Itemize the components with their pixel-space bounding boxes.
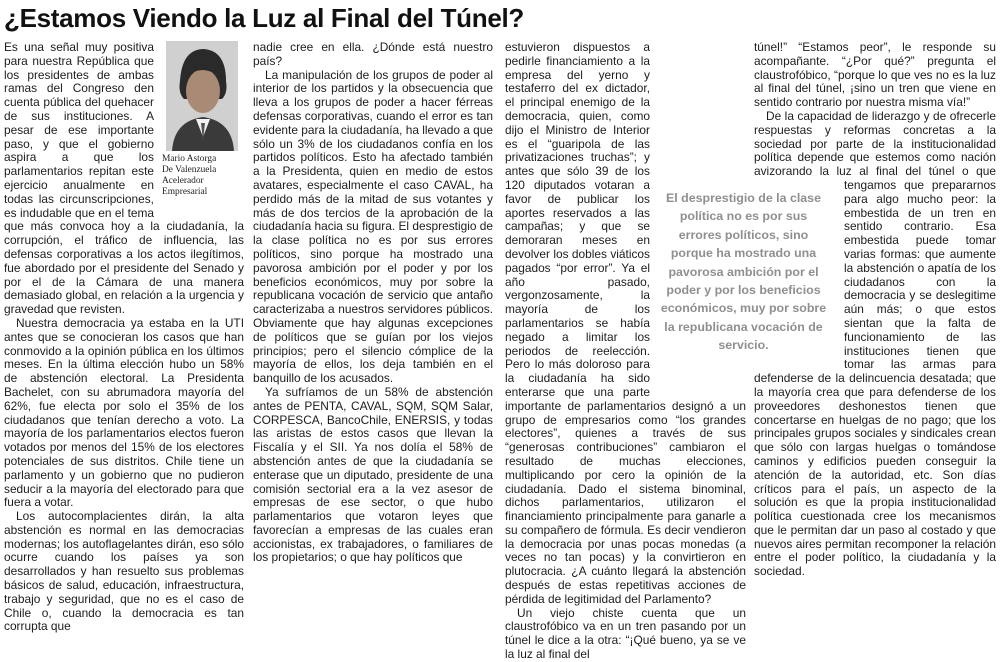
author-photo (166, 41, 238, 151)
paragraph: túnel!” “Estamos peor”, le responde su acompañante. “¿Por qué?” pregunta el claustrofóbico, “porque lo que ves no es la luz al final del túnel, ¡sino un tren que viene en sentido contrario por nuestra misma vía!” (754, 40, 996, 110)
author-photo-block (162, 41, 244, 211)
article-headline: ¿Estamos Viendo la Luz al Final del Túnel? (4, 3, 525, 33)
pull-quote: El desprestigio de la clase política no es por sus errores políticos, sino porque ha mostrado una pavorosa ambición por el poder y por los beneficios económicos, muy por sobre la republicana vocación de servicio. (660, 191, 827, 353)
author-caption-line: Mario Astorga (162, 154, 217, 164)
article-column-1 (4, 41, 244, 634)
author-caption-line: Acelerador (162, 176, 204, 186)
paragraph: nadie cree en ella. ¿Dónde está nuestro país? (253, 40, 493, 68)
author-portrait-icon (166, 41, 238, 151)
paragraph: De la capacidad de liderazgo y de ofrecerle respuestas y reformas concretas a la sociedad por parte de la institucionalidad política depende que estemos como nación avizorando la luz al final del túnel o que tengamos que prepararnos para algo mucho peor: la embestida de un tren en sentido contrario. Esa embestida puede tomar varias formas: que aumente la abstención o apatía de los ciudadanos con la democracia y se deslegitime aún más; o que estos sientan que la falta de funcionamiento de las instituciones tienen que tomar las armas para defenderse de la delincuencia desatada; que la mayoría crea que para defenderse de los proveedores deshonestos tienen que concertarse en huelgas de no pago; que los principales grupos sociales y sindicales crean que sólo con largas huelgas o tomándose caminos y edificios pueden conseguir la atención de la autoridad, etc. Son días críticos para el país, un aspecto de la solución es que la propia institucionalidad política cuestionada cree los mecanismos que le permitan dar un paso al costado y que nuevos aires permitan recomponer la relación entre el poder político, la ciudadanía y la sociedad. (754, 108, 996, 579)
paragraph: Un viejo chiste cuenta que un claustrofóbico va en un tren pasando por un túnel le dice a la otra: “¡Qué bueno, ya se ve la luz al final del (505, 605, 746, 662)
article-column-2 (253, 41, 493, 565)
paragraph: Ya sufríamos de un 58% de abstención antes de PENTA, CAVAL, SQM, SQM Salar, CORPESCA, BancoChile, ENERSIS, y todas las aristas de estos casos que llevan la Fiscalía y el SII. Ya nos dolía el 58% de abstención antes de que la ciudadanía se enterase que un diputado, presidente de una comisión sectorial era a la vez asesor de empresas de ese sector, o que hubo parlamentarios que votaron leyes que favorecían a empresas de las cuales eran accionistas, ex trabajadores, o familiares de los propietarios; o que hay políticos que (253, 384, 493, 565)
author-caption-line: De Valenzuela (162, 165, 217, 175)
paragraph: Los autocomplacientes dirán, la alta abstención es normal en las democracias modernas; los autoflagelantes dirán, eso sólo ocurre cuando los países ya son desarrollados y han resuelto sus problemas básicos de salud, educación, infraestructura, trabajo y seguridad, que no es el caso de Chile o, cuando la democracia es tan corrupta que (4, 509, 244, 634)
author-caption (162, 154, 244, 198)
paragraph: Nuestra democracia ya estaba en la UTI antes que se conocieran los casos que han conmovido a la opinión pública en los últimos meses. En la última elección hubo un 58% de abstención electoral. La Presidenta Bachelet, con su abrumadora mayoría del 62%, fue electa por solo el 35% de los ciudadanos que tenían derecho a voto. La mayoría de los parlamentarios electos fueron votados por menos del 15% de los electores potenciales de sus distritos. Chile tiene un parlamento y un gobierno que no pudieron seducir a la mayoría del electorado para que fuera a votar. (4, 315, 244, 510)
author-caption-line: Empresarial (162, 187, 208, 197)
paragraph: estuvieron dispuestos a pedirle financiamiento a la empresa del yerno y testaferro del ex dictador, el principal enemigo de la democracia, quien, como dijo el Ministro de Interior es el “guaripola de las privatizaciones truchas”; y antes que sólo 39 de los 120 diputados votaran a favor de publicar los aportes reservados a las campañas; y que se demoraran meses en devolver los dobles viáticos pagados “por error”. Ya el año pasado, vergonzosamente, la mayoría de los parlamentarios se había negado a limitar los periodos de reelección. Pero lo más doloroso para la ciudadanía ha sido enterarse que una parte importante de parlamentarios designó a un grupo de empresarios como “los grandes electores”, quienes a través de sus “generosas contribuciones” cambiaron el resultado de muchas elecciones, multiplicando por cero la opinión de la ciudadanía. Dado el sistema binominal, dichos parlamentarios, utilizaron el financiamiento principalmente para ganarle a su compañero de fórmula. Es decir vendieron la democracia por unas pocas monedas (a veces no tan pocas) y la convirtieron en plutocracia. ¿A cuánto llegará la abstención después de estas repetitivas acciones de pérdida de legitimidad del Parlamento? (505, 40, 746, 606)
paragraph: La manipulación de los grupos de poder al interior de los partidos y la obsecuencia que lleva a los grupos de poder a hacer férreas defensas corporativas, cuando el error es tan evidente para la ciudadanía, ha llevado a que sólo un 3% de los ciudadanos confía en los partidos políticos. Esto ha afectado también a la Presidenta, quien en medio de estos avatares, especialmente el caso CAVAL, ha perdido más de la mitad de sus votantes y más de dos tercios de la aprobación de la ciudadanía hacia su figura. El desprestigio de la clase política no es por sus errores políticos, sino porque ha mostrado una pavorosa ambición por el poder y por los beneficios económicos, muy por sobre la republicana vocación de servicio que antaño caracterizaba a nuestros servidores públicos. Obviamente que hay algunas excepciones de políticos que se guían por los viejos principios; pero el silencio cómplice de la mayoría de ellos, los deja también en el banquillo de los acusados. (253, 67, 493, 386)
paragraph: Es una señal muy positiva para nuestra República que los presidentes de ambas ramas del Congreso den cuenta pública del quehacer de sus instituciones. A pesar de ese importante paso, y que el gobierno aspira a que los parlamentarios repitan este ejercicio anualmente en todas las circunscripciones, es indudable que en el tema que más convoca hoy a la ciudadanía, la corrupción, el tráfico de influencia, las defensas corporativas a los actos ilegítimos, fue abordado por el presidente del Senado y por el de la Cámara de una manera demasiado global, en relación a la urgencia y gravedad que revisten. (4, 40, 244, 317)
